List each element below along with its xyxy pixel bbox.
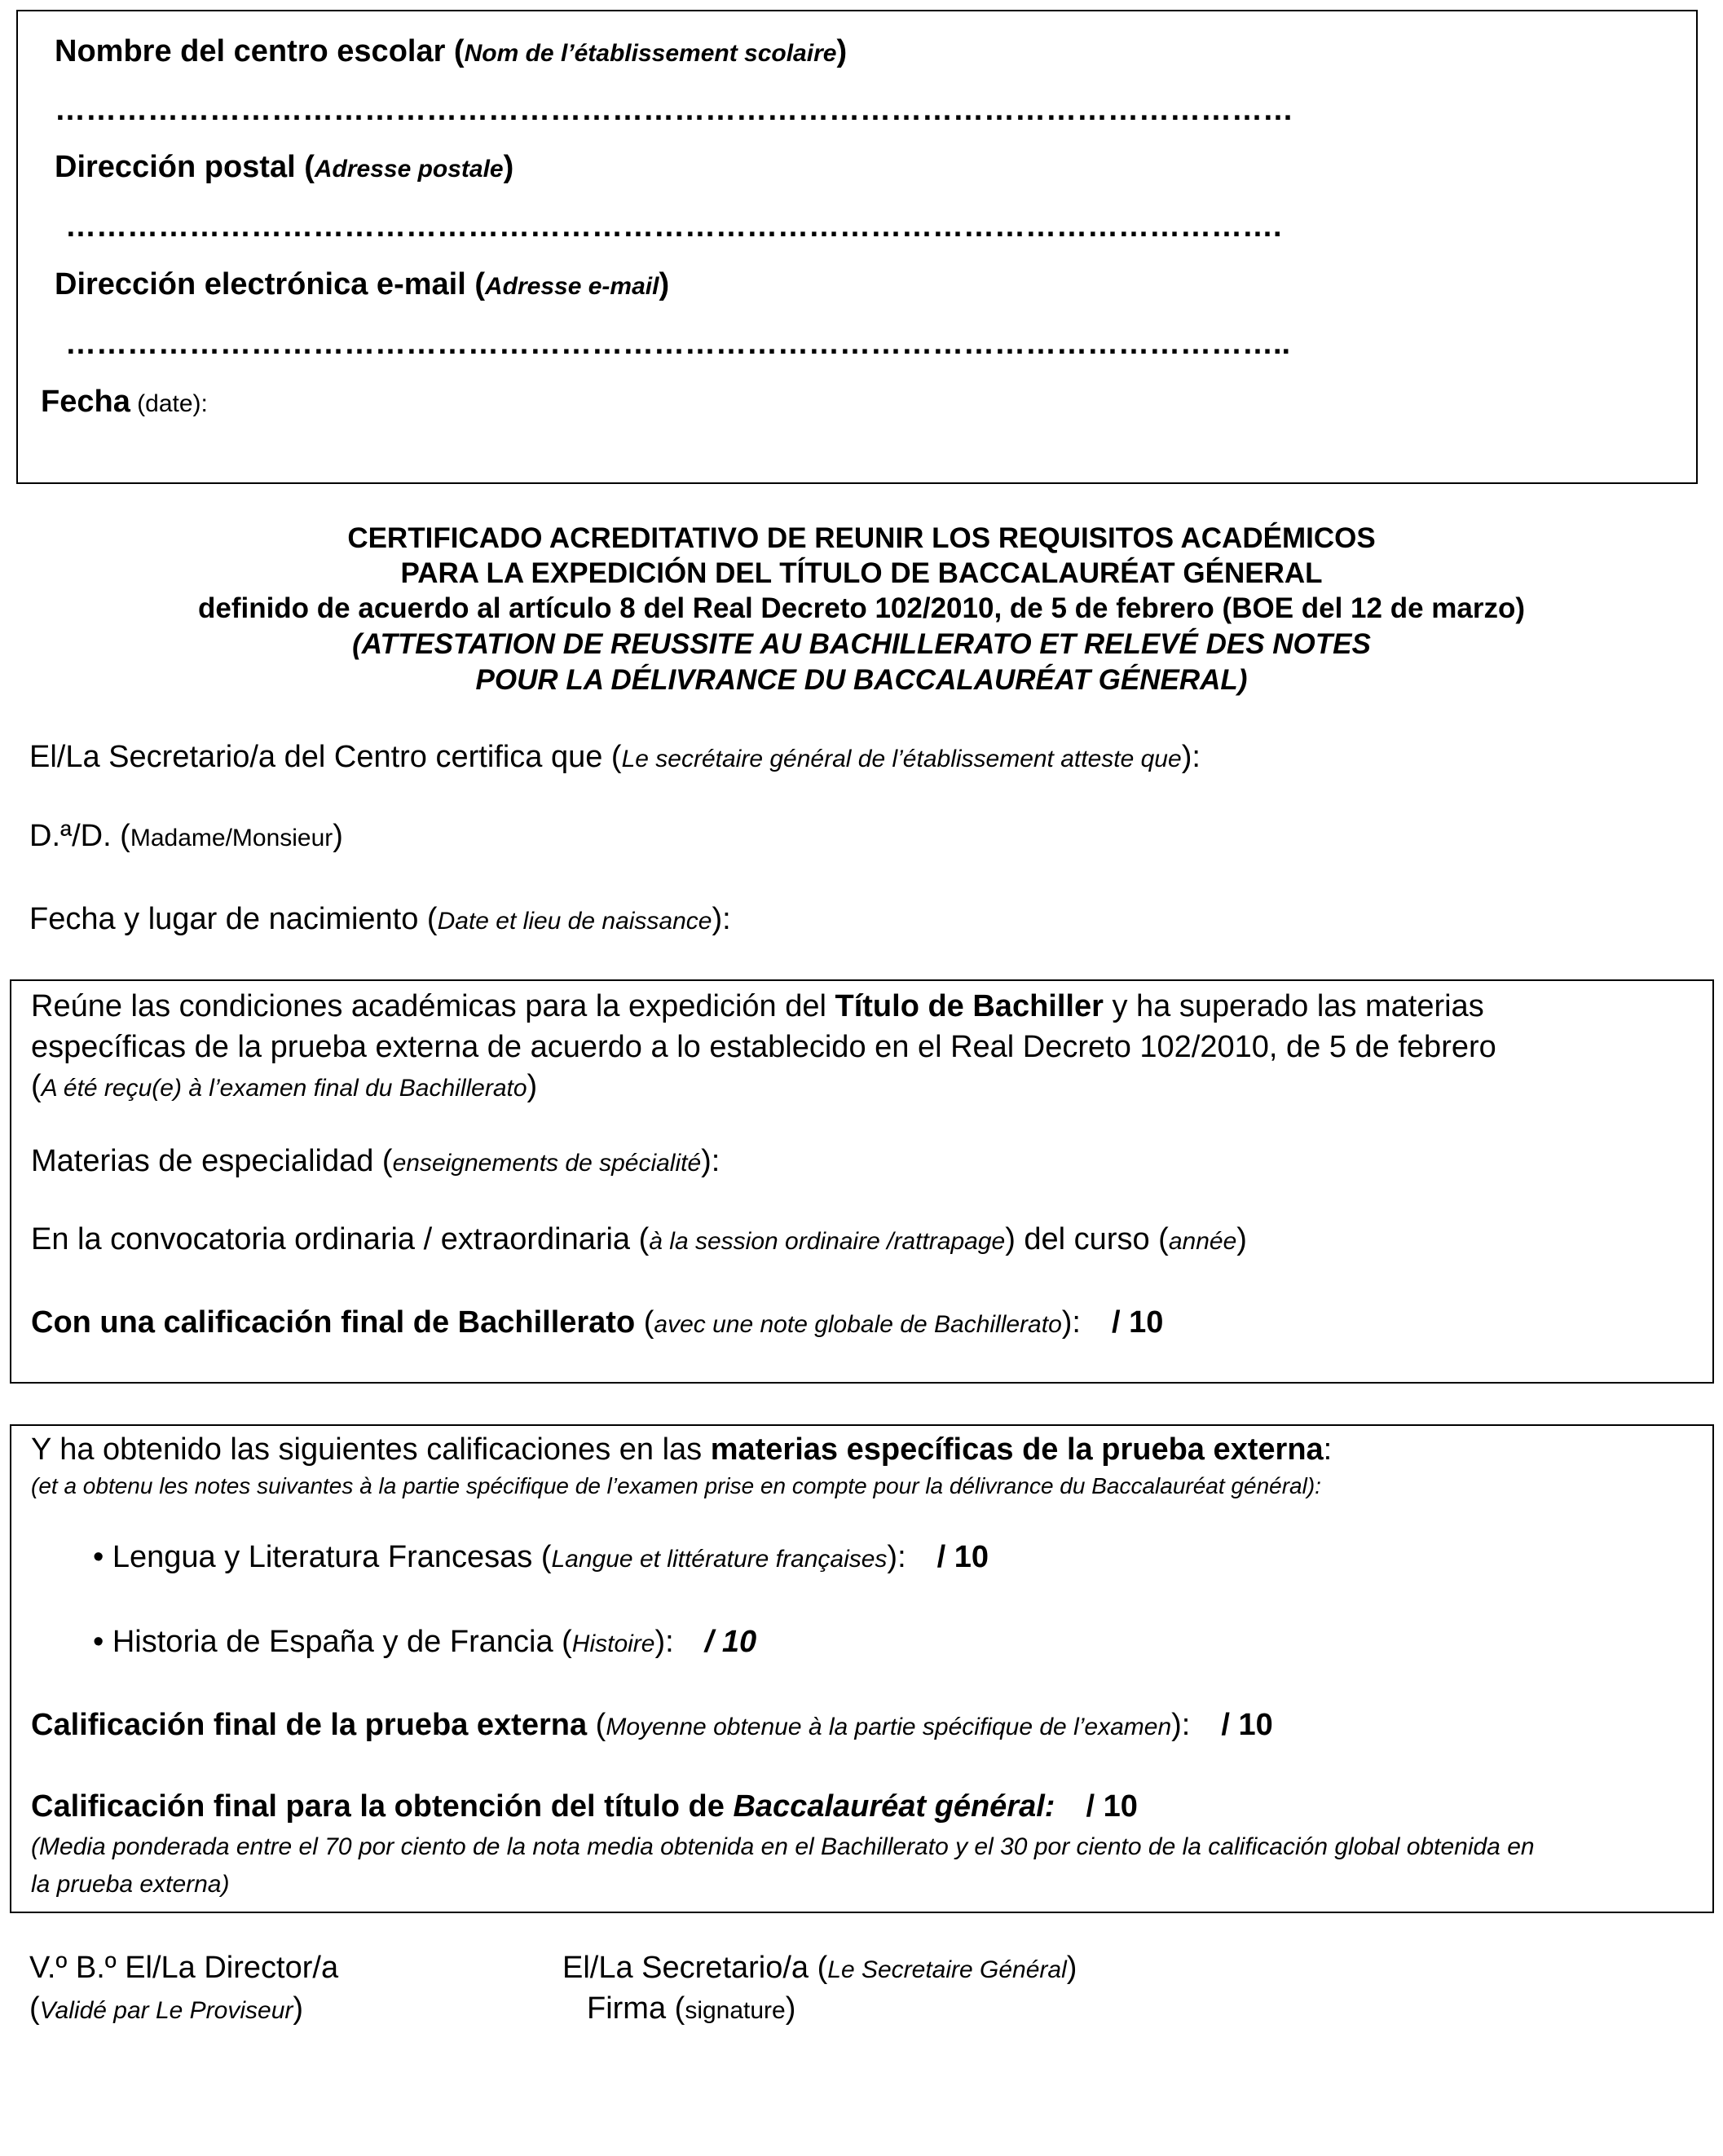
school-name-label: Nombre del centro escolar (Nom de l’établissement scolaire) <box>55 34 848 68</box>
date-label: Fecha (date): <box>41 385 208 419</box>
french-literature-grade: • Lengua y Literatura Francesas (Langue et littérature françaises): / 10 <box>93 1540 989 1574</box>
baccalaureat-score[interactable]: / 10 <box>1086 1789 1138 1824</box>
history-score[interactable]: / 10 <box>704 1625 757 1659</box>
certificate-title-line-5: POUR LA DÉLIVRANCE DU BACCALAURÉAT GÉNERAL) <box>475 664 1248 696</box>
final-bachillerato-grade: Con una calificación final de Bachillerato (avec une note globale de Bachillerato): / 10 <box>31 1305 1164 1340</box>
secretary-signature-label: El/La Secretario/a (Le Secretaire Général) <box>562 1951 1077 1985</box>
final-bachillerato-score[interactable]: / 10 <box>1111 1305 1164 1340</box>
external-exam-box <box>10 1424 1714 1913</box>
director-approval-label: V.º B.º El/La Director/a <box>29 1951 339 1985</box>
school-name-dotted-line[interactable]: ………………………………………………………………………………………………………… <box>55 93 1293 127</box>
signature-field-label[interactable]: Firma (signature) <box>587 1991 796 2026</box>
baccalaureat-final-grade: Calificación final para la obtención del título de Baccalauréat général: / 10 <box>31 1789 1138 1824</box>
email-dotted-line[interactable]: ……………………………………………………………………………………………………….. <box>65 327 1291 361</box>
email-label: Dirección electrónica e-mail (Adresse e-mail) <box>55 267 670 301</box>
external-exam-score[interactable]: / 10 <box>1221 1708 1273 1742</box>
certificate-title-line-4: (ATTESTATION DE REUSSITE AU BACHILLERATO ET RELEVÉ DES NOTES <box>352 628 1371 660</box>
external-exam-final-grade: Calificación final de la prueba externa (Moyenne obtenue à la partie spécifique de l’examen): / 10 <box>31 1708 1273 1742</box>
exam-intro-french: (et a obtenu les notes suivantes à la partie spécifique de l’examen prise en compte pour la délivrance du Baccalauréat général): <box>31 1473 1321 1498</box>
certificate-title-line-1: CERTIFICADO ACREDITATIVO DE REUNIR LOS REQUISITOS ACADÉMICOS <box>347 522 1376 554</box>
school-info-box <box>16 10 1698 484</box>
french-literature-score[interactable]: / 10 <box>936 1540 989 1574</box>
postal-address-dotted-line[interactable]: ………………………………………………………………………………………………………. <box>65 209 1282 244</box>
session-label: En la convocatoria ordinaria / extraordinaria (à la session ordinaire /rattrapage) del curso (année) <box>31 1222 1247 1256</box>
conditions-line-1: Reúne las condiciones académicas para la expedición del Título de Bachiller y ha superado las materias <box>31 989 1484 1023</box>
person-name-label: D.ª/D. (Madame/Monsieur) <box>29 819 343 853</box>
postal-address-label: Dirección postal (Adresse postale) <box>55 150 514 184</box>
weighted-average-note-1: (Media ponderada entre el 70 por ciento de la nota media obtenida en el Bachillerato y el 30 por ciento de la calificación global obtenida en <box>31 1833 1535 1860</box>
academic-conditions-box <box>10 979 1714 1384</box>
conditions-line-2: específicas de la prueba externa de acuerdo a lo establecido en el Real Decreto 102/2010, de 5 de febrero <box>31 1030 1496 1064</box>
director-approval-french: (Validé par Le Proviseur) <box>29 1991 304 2026</box>
weighted-average-note-2: la prueba externa) <box>31 1871 230 1898</box>
birth-date-place-label: Fecha y lugar de nacimiento (Date et lieu de naissance): <box>29 902 731 936</box>
certificate-title-line-2: PARA LA EXPEDICIÓN DEL TÍTULO DE BACCALAURÉAT GÉNERAL <box>400 557 1323 589</box>
conditions-line-3: (A été reçu(e) à l’examen final du Bachillerato) <box>31 1069 538 1103</box>
specialty-subjects-label: Materias de especialidad (enseignements de spécialité): <box>31 1144 720 1178</box>
history-grade: • Historia de España y de Francia (Histoire): / 10 <box>93 1625 757 1659</box>
secretary-certifies-text: El/La Secretario/a del Centro certifica que (Le secrétaire général de l’établissement atteste que): <box>29 740 1201 774</box>
certificate-title-line-3: definido de acuerdo al artículo 8 del Real Decreto 102/2010, de 5 de febrero (BOE del 12 de marzo) <box>197 592 1526 624</box>
exam-intro-line: Y ha obtenido las siguientes calificaciones en las materias específicas de la prueba externa: <box>31 1432 1333 1467</box>
